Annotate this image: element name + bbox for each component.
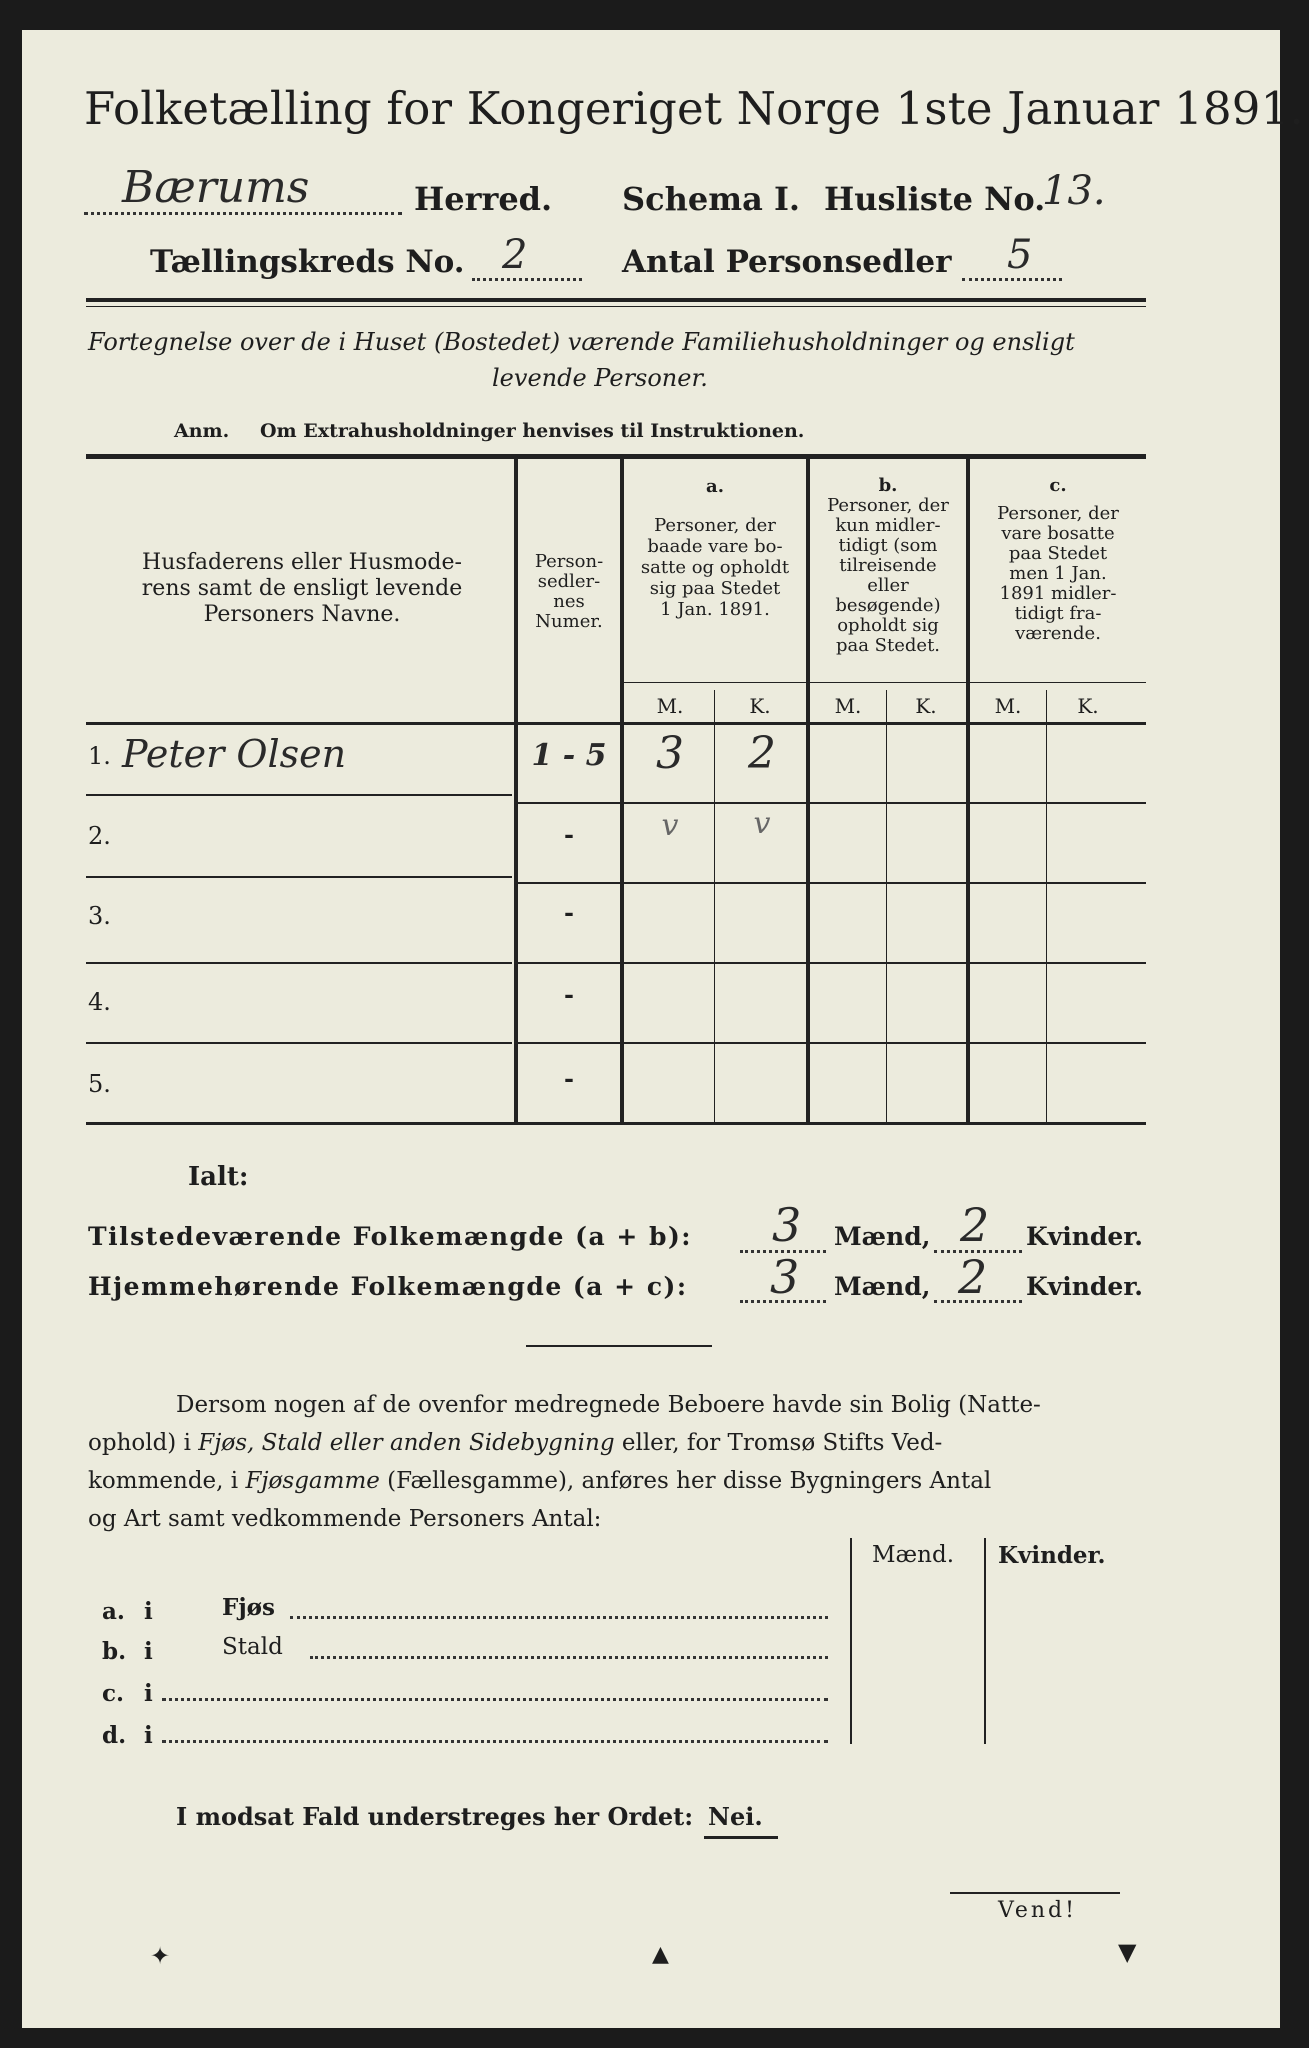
building-letter: d. (102, 1722, 127, 1749)
antal-label: Antal Personsedler (622, 244, 952, 280)
row-rule-names (86, 1042, 512, 1044)
section-divider (526, 1345, 712, 1347)
table-header-bottom-rule (86, 722, 1146, 725)
row-rule-names (86, 876, 512, 878)
label-b-m: M. (834, 694, 862, 718)
building-prep: i (144, 1638, 153, 1665)
table-vline-b-mk (886, 690, 887, 1123)
building-dots (162, 1740, 828, 1743)
ialt-label: Ialt: (188, 1162, 249, 1192)
intro-line1: Fortegnelse over de i Huset (Bostedet) værende Familiehusholdninger og ensligt (88, 328, 1075, 356)
hjemme-m-value: 3 (770, 1250, 800, 1304)
row-rule (518, 882, 1146, 884)
antal-value: 5 (1007, 232, 1033, 278)
row-a-m: 3 (656, 728, 684, 779)
table-vline-a-mk (714, 690, 715, 1123)
intro-line2: levende Personer. (492, 364, 708, 392)
building-letter: b. (102, 1638, 127, 1665)
row-rule-names (86, 794, 512, 796)
tilstede-m-value: 3 (772, 1198, 802, 1252)
registration-mark-icon: ▲ (652, 1942, 669, 1967)
label-c-m: M. (994, 694, 1022, 718)
modsat-text: I modsat Fald understreges her Ordet: (176, 1802, 694, 1831)
census-form-page (22, 30, 1304, 2028)
anm-label: Anm. (174, 420, 230, 442)
row-name: Peter Olsen (122, 732, 347, 776)
building-prep: i (144, 1680, 153, 1707)
building-dots (310, 1656, 828, 1659)
row-numer: 1 - 5 (531, 738, 607, 773)
vend-text: Vend! (998, 1898, 1077, 1923)
row-number: 1. (88, 742, 111, 770)
paragraph-line2: ophold) i Fjøs, Stald eller anden Sidebygning eller, for Tromsø Stifts Ved- (88, 1430, 943, 1456)
kreds-dotted-line (472, 278, 582, 281)
row-a-k: 2 (748, 728, 776, 779)
buildings-maend-header: Mænd. (872, 1542, 955, 1568)
herred-label: Herred. (414, 180, 553, 218)
hjemme-maend: Mænd, (834, 1272, 931, 1301)
buildings-vline-2 (984, 1538, 986, 1744)
row-number: 3. (88, 902, 111, 930)
nei-underline (704, 1836, 778, 1839)
col-header-numer: Person- sedler- nes Numer. (534, 551, 604, 632)
header-rule-thin (86, 306, 1146, 307)
row-number: 5. (88, 1070, 111, 1098)
building-label: Fjøs (222, 1594, 275, 1621)
building-dots (290, 1616, 828, 1619)
paragraph-line4: og Art samt vedkommende Personers Antal: (88, 1506, 602, 1532)
building-label: Stald (222, 1634, 283, 1660)
kreds-label: Tællingskreds No. (150, 244, 465, 280)
building-prep: i (144, 1722, 153, 1749)
paragraph-line3: kommende, i Fjøsgamme (Fællesgamme), anføres her disse Bygningers Antal (88, 1468, 992, 1494)
row-numer: - (564, 898, 574, 927)
row-numer: - (564, 820, 574, 849)
row-a-k: v (753, 806, 771, 841)
label-a-k: K. (749, 694, 771, 718)
header-rule (86, 298, 1146, 302)
tilstede-label: Tilstedeværende Folkemængde (a + b): (88, 1222, 693, 1251)
row-numer: - (564, 980, 574, 1009)
registration-mark-icon: ✦ (150, 1942, 171, 1970)
label-c-k: K. (1077, 694, 1099, 718)
label-a-m: M. (656, 694, 684, 718)
tilstede-maend: Mænd, (834, 1222, 931, 1251)
paragraph-line1: Dersom nogen af de ovenfor medregnede Beboere havde sin Bolig (Natte- (176, 1392, 1041, 1418)
form-title: Folketælling for Kongeriget Norge 1ste Januar 1891. (84, 82, 1304, 135)
buildings-vline-1 (850, 1538, 852, 1744)
building-prep: i (144, 1598, 153, 1625)
table-vline-c-mk (1046, 690, 1047, 1123)
hjemme-kvinder: Kvinder. (1026, 1272, 1143, 1301)
table-top-rule (86, 454, 1146, 459)
col-header-group-c: c. Personer, der vare bosatte paa Stedet men 1 Jan. 1891 midler- tidigt fra- værende. (997, 475, 1119, 644)
herred-value: Bærums (122, 162, 310, 213)
schema-label: Schema I. (622, 180, 801, 218)
row-rule (518, 802, 1146, 804)
row-rule (518, 962, 1146, 964)
label-b-k: K. (915, 694, 937, 718)
col-header-names: Husfaderens eller Husmode- rens samt de ensligt levende Personers Navne. (141, 550, 463, 627)
tilstede-kvinder: Kvinder. (1026, 1222, 1143, 1251)
husliste-label: Husliste No. (824, 180, 1046, 218)
anm-text: Om Extrahusholdninger henvises til Instruktionen. (260, 420, 805, 442)
kreds-value: 2 (502, 232, 528, 278)
registration-mark-icon: ▼ (1118, 1938, 1137, 1966)
row-a-m: v (661, 808, 679, 843)
vend-rule (950, 1892, 1120, 1894)
row-rule (518, 1042, 1146, 1044)
building-letter: a. (102, 1598, 125, 1625)
hjemme-label: Hjemmehørende Folkemængde (a + c): (88, 1272, 688, 1301)
buildings-kvinder-header: Kvinder. (998, 1542, 1106, 1569)
nei-word: Nei. (708, 1802, 763, 1831)
row-numer: - (564, 1064, 574, 1093)
table-bottom-rule (86, 1122, 1146, 1125)
tilstede-k-value: 2 (960, 1198, 990, 1252)
row-rule-names (86, 962, 512, 964)
antal-dotted-line (962, 278, 1062, 281)
col-header-group-b: b. Personer, der kun midler- tidigt (som tilreisende eller besøgende) opholdt sig paa Stedet. (827, 475, 949, 656)
row-number: 2. (88, 822, 111, 850)
building-dots (162, 1698, 828, 1701)
row-number: 4. (88, 988, 111, 1016)
hjemme-k-value: 2 (958, 1250, 988, 1304)
col-header-group-a: a. Personer, der baade vare bo- satte og opholdt sig paa Stedet 1 Jan. 1891. (640, 476, 790, 620)
building-letter: c. (102, 1680, 125, 1707)
husliste-value: 13. (1042, 168, 1106, 214)
table-group-rule (624, 682, 1146, 683)
